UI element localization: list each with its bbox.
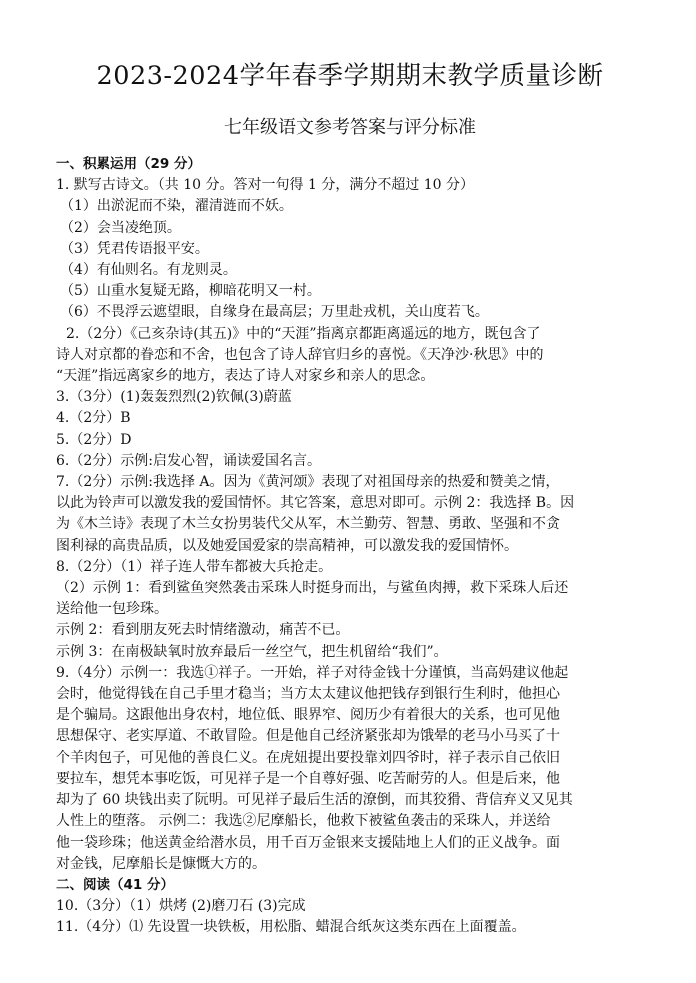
answer-line: 示例 3：在南极缺氧时放弃最后一丝空气，把生机留给“我们”。 xyxy=(56,643,448,660)
answer-line: 8.（2分）（1）祥子连人带车都被大兵抢走。 xyxy=(56,558,333,575)
answer-line: 3.（3分）(1)轰轰烈烈(2)钦佩(3)蔚蓝 xyxy=(56,389,292,406)
answer-line: 对金钱，尼摩船长是慷慨大方的。 xyxy=(56,855,266,872)
answer-line: （5）山重水复疑无路，柳暗花明又一村。 xyxy=(60,283,321,300)
answer-line: 1. 默写古诗文。（共 10 分。答对一句得 1 分，满分不超过 10 分） xyxy=(56,177,475,194)
answer-line: （3）凭君传语报平安。 xyxy=(60,240,209,257)
answer-line: 会时，他觉得钱在自己手里才稳当；当方太太建议他把钱存到银行生利时，他担心 xyxy=(56,686,560,703)
answer-line: 要拉车，想凭本事吃饭，可见祥子是一个自尊好强、吃苦耐劳的人。但是后来，他 xyxy=(56,770,560,787)
answer-line: （6）不畏浮云遮望眼，自缘身在最高层；万里赴戎机，关山度若飞。 xyxy=(60,304,489,321)
answer-line: 是个骗局。这跟他出身农村，地位低、眼界窄、阅历少有着很大的关系，也可见他 xyxy=(56,707,560,724)
answer-line: 9.（4分）示例一：我选①祥子。一开始，祥子对待金钱十分谨慎，当高妈建议他起 xyxy=(56,664,569,681)
answer-line: 送给他一包珍珠。 xyxy=(56,601,168,618)
answer-line: （4）有仙则名。有龙则灵。 xyxy=(60,262,237,279)
answer-line: 诗人对京都的眷恋和不舍，也包含了诗人辞官归乡的喜悦。《天净沙·秋思》中的 xyxy=(56,346,544,363)
document-subtitle: 七年级语文参考答案与评分标准 xyxy=(224,117,476,138)
answer-line: 11.（4分）⑴ 先设置一块铁板，用松脂、蜡混合纸灰这类东西在上面覆盖。 xyxy=(56,919,526,936)
answer-line: 却为了 60 块钱出卖了阮明。可见祥子最后生活的潦倒，而其狡猾、背信弃义又见其 xyxy=(56,792,573,809)
answer-line: 他一袋珍珠；他送黄金给潜水员，用千百万金银来支援陆地上人们的正义战争。面 xyxy=(56,834,560,851)
section-heading: 二、阅读（41 分） xyxy=(56,876,174,893)
answer-line: “天涯”指远离家乡的地方，表达了诗人对家乡和亲人的思念。 xyxy=(56,368,435,385)
answer-line: 个羊肉包子，可见他的善良仁义。在虎妞提出要投靠刘四爷时，祥子表示自己依旧 xyxy=(56,749,560,766)
section-heading: 一、积累运用（29 分） xyxy=(56,156,201,172)
answer-line: （1）出淤泥而不染，濯清涟而不妖。 xyxy=(60,198,293,215)
answer-line: 7.（2分）示例:我选择 A。因为《黄河颂》表现了对祖国母亲的热爱和赞美之情， xyxy=(56,474,560,491)
answer-line: 4.（2分）B xyxy=(56,410,131,427)
document-title: 2023-2024学年春季学期期末教学质量诊断 xyxy=(96,61,604,91)
answer-line: 人性上的堕落。 示例二：我选②尼摩船长，他救下被鲨鱼袭击的采珠人，并送给 xyxy=(56,813,551,830)
answer-line: 图利禄的高贵品质，以及她爱国爱家的崇高精神，可以激发我的爱国情怀。 xyxy=(56,537,518,554)
answer-line: 思想保守、老实厚道、不敢冒险。但是他自己经济紧张却为饿晕的老马小马买了十 xyxy=(56,728,560,745)
answer-line: 为《木兰诗》表现了木兰女扮男装代父从军，木兰勤劳、智慧、勇敢、坚强和不贪 xyxy=(56,516,560,533)
answer-line: 以此为铃声可以激发我的爱国情怀。其它答案，意思对即可。示例 2：我选择 B。因 xyxy=(56,495,575,512)
answer-line: （2）会当凌绝顶。 xyxy=(60,219,181,236)
answer-line: 2.（2分）《己亥杂诗(其五)》中的“天涯”指离京都距离遥远的地方，既包含了 xyxy=(66,325,541,342)
answer-line: 10.（3分）（1）烘烤 (2)磨刀石 (3)完成 xyxy=(56,898,306,915)
answer-line: 5.（2分）D xyxy=(56,431,132,448)
answer-line: 示例 2：看到朋友死去时情绪激动，痛苦不已。 xyxy=(56,622,350,639)
answer-line: 6.（2分）示例:启发心智，诵读爱国名言。 xyxy=(56,452,321,469)
answer-line: （2）示例 1：看到鲨鱼突然袭击采珠人时挺身而出，与鲨鱼肉搏，救下采珠人后还 xyxy=(56,580,569,597)
